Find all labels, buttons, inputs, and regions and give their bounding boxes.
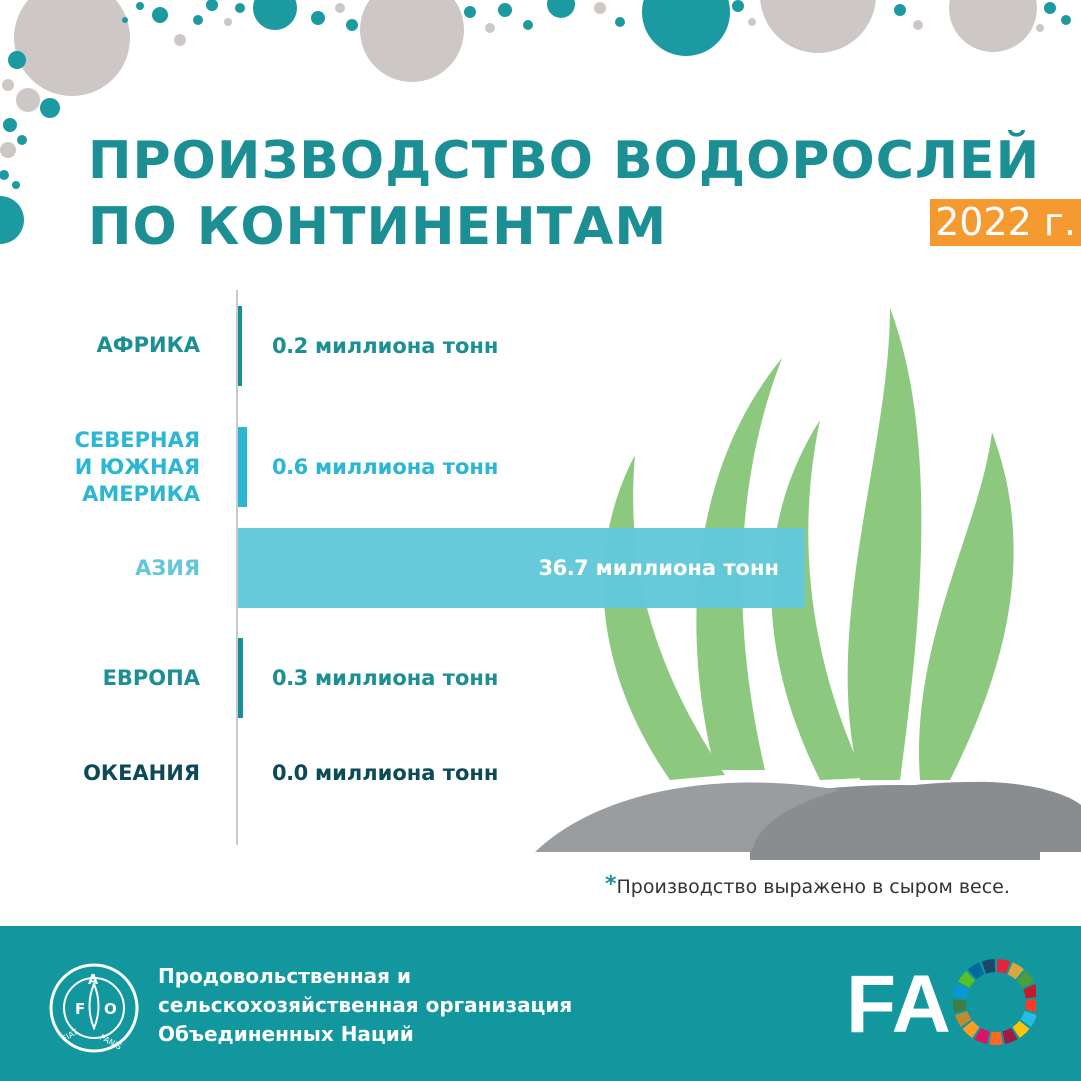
value-unit: миллиона тонн [307, 666, 499, 690]
footnote-asterisk: * [605, 872, 617, 897]
page-title [88, 128, 1040, 260]
category-label-line: ОКЕАНИЯ [83, 760, 200, 785]
fao-logo [846, 956, 1036, 1046]
value-label [272, 454, 498, 481]
value-number: 0.0 [272, 761, 308, 785]
org-line-1: Продовольственная и [158, 964, 411, 988]
category-label-line: АМЕРИКА [82, 481, 200, 506]
bar [238, 427, 247, 507]
title-line-1: ПРОИЗВОДСТВО ВОДОРОСЛЕЙ [88, 131, 1041, 191]
organization-name [158, 962, 572, 1049]
sdg-wheel-icon [953, 959, 1036, 1045]
fao-emblem-icon [48, 962, 140, 1054]
footer-bar [0, 926, 1081, 1081]
category-label-line: СЕВЕРНАЯ [74, 427, 200, 452]
category-label [97, 332, 200, 359]
value-unit: миллиона тонн [307, 333, 499, 358]
category-label [75, 427, 201, 508]
category-label-line: АФРИКА [96, 333, 200, 357]
year-badge: 2022 г. [930, 199, 1081, 246]
category-label-line: АЗИЯ [135, 555, 200, 580]
footnote-text: Производство выражено в сыром весе. [616, 876, 1010, 898]
org-line-2: сельскохозяйственная организация [158, 993, 573, 1017]
category-label-line: И ЮЖНАЯ [74, 454, 200, 479]
sdg-wheel-segment [997, 959, 1010, 974]
category-label-line: ЕВРОПА [102, 665, 200, 690]
emblem-letter-o: O [104, 1000, 117, 1018]
category-label [83, 760, 200, 787]
value-number: 0.3 [272, 666, 308, 690]
bar-chart [0, 290, 1081, 850]
category-label [135, 555, 200, 582]
emblem-fiat: FIAT [60, 1027, 80, 1044]
value-label [272, 665, 498, 692]
emblem-letter-f: F [75, 1000, 86, 1018]
sdg-wheel-segment [953, 999, 967, 1012]
fao-logo-text: FA [846, 959, 951, 1046]
value-label [538, 555, 779, 582]
footnote [605, 872, 1010, 901]
value-unit: миллиона тонн [307, 761, 499, 785]
value-unit: миллиона тонн [307, 455, 499, 479]
title-line-2: ПО КОНТИНЕНТАМ [88, 197, 668, 257]
sdg-wheel-segment [982, 959, 995, 974]
value-label [272, 333, 498, 360]
sdg-wheel-segment [989, 1032, 1002, 1045]
bar [238, 306, 242, 386]
value-unit: миллиона тонн [588, 556, 779, 580]
value-number: 0.2 [272, 333, 308, 358]
value-number: 36.7 [538, 556, 589, 580]
emblem-letter-a: A [88, 973, 99, 988]
value-label [272, 760, 498, 787]
bar [238, 638, 243, 718]
value-number: 0.6 [272, 455, 308, 479]
org-line-3: Объединенных Наций [158, 1022, 414, 1046]
category-label [103, 665, 200, 692]
emblem-panis: PANIS [98, 1032, 124, 1052]
sdg-wheel-segment [1025, 999, 1036, 1012]
